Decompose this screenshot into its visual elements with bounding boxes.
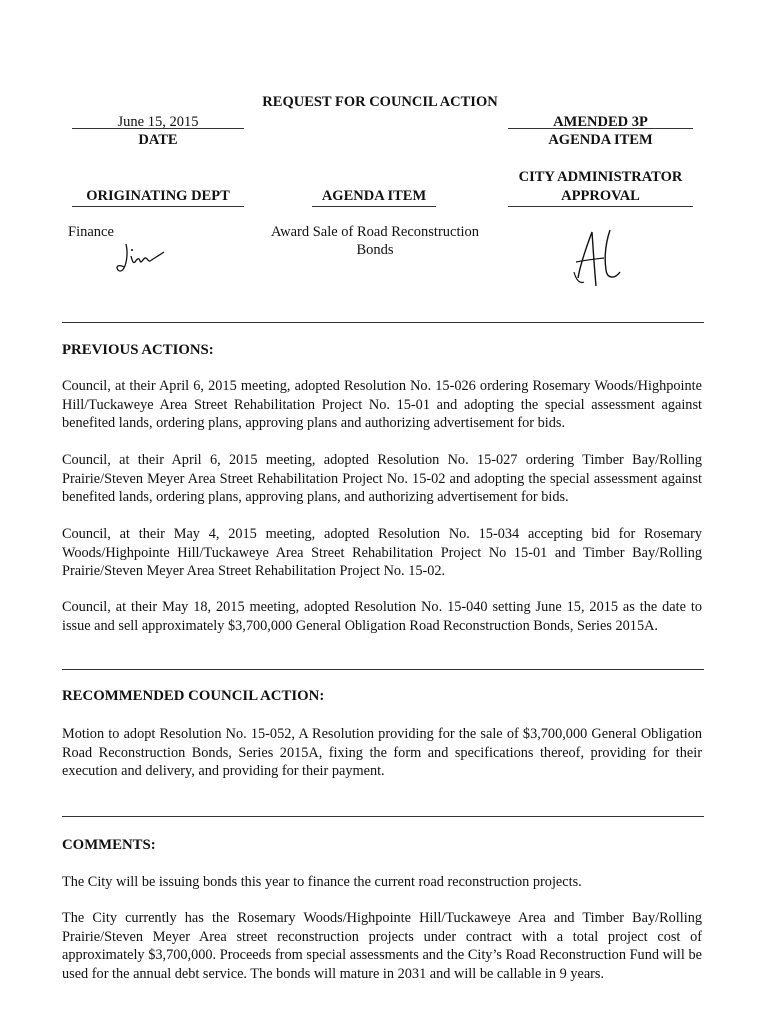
agenda-item-value: AMENDED 3P [553,114,648,130]
administrator-signature-icon [566,226,626,292]
agenda-item-desc-line2: Bonds [356,242,394,258]
previous-action-paragraph-1: Council, at their April 6, 2015 meeting, adopted Resolution No. 15-026 ordering Rosemary Woods/Highpointe Hill/Tuckaweye Area Street Rehabilitation Project No. 15-01 and adopting the special assessment against benefited lands, ordering plans, approving plans and authorizing advertisement for bids. [62,378,702,432]
agenda-item-label-top: AGENDA ITEM [548,132,653,148]
page-title: REQUEST FOR COUNCIL ACTION [262,94,498,110]
city-admin-label: CITY ADMINISTRATOR [518,169,683,185]
agenda-item-mid-rule [312,206,436,207]
approval-label: APPROVAL [561,188,640,204]
date-rule [72,128,244,129]
comments-paragraph-2: The City currently has the Rosemary Woods/Highpointe Hill/Tuckaweye Area and Timber Bay/Rolling Prairie/Steven Meyer Area street reconstruction projects under contract with a total project cost of approximately $3,700,000. Proceeds from special assessments and the City’s Road Reconstruction Fund will be used for the annual debt service. The bonds will mature in 2031 and will be callable in 9 years. [62,910,702,982]
section-divider [62,322,704,323]
previous-actions-heading: PREVIOUS ACTIONS: [62,342,214,358]
approval-rule [508,206,693,207]
finance-signature-icon [112,238,168,280]
previous-action-paragraph-2: Council, at their April 6, 2015 meeting, adopted Resolution No. 15-027 ordering Timber Bay/Rolling Prairie/Steven Meyer Area Street Rehabilitation Project No. 15-02 and adopting the special assessment against benefited lands, ordering plans, approving plans, and authorizing advertisement for bids. [62,452,702,506]
comments-heading: COMMENTS: [62,837,156,853]
agenda-item-desc-line1: Award Sale of Road Reconstruction [270,224,480,240]
comments-paragraph-1: The City will be issuing bonds this year to finance the current road reconstruction projects. [62,874,582,890]
previous-action-paragraph-3: Council, at their May 4, 2015 meeting, adopted Resolution No. 15-034 accepting bid for Rosemary Woods/Highpointe Hill/Tuckaweye Area Street Rehabilitation Project No 15-01 and Timber Bay/Rolling Prairie/Steven Meyer Area Street Rehabilitation Project No. 15-02. [62,526,702,580]
section-divider [62,816,704,817]
originating-dept-rule [72,206,244,207]
date-label: DATE [138,132,178,148]
previous-action-paragraph-4: Council, at their May 18, 2015 meeting, adopted Resolution No. 15-040 setting June 15, 2015 as the date to issue and sell approximately $3,700,000 General Obligation Road Reconstruction Bonds, Series 2015A. [62,599,702,634]
section-divider [62,669,704,670]
agenda-item-rule [508,128,693,129]
agenda-item-label-mid: AGENDA ITEM [321,188,427,204]
recommended-action-heading: RECOMMENDED COUNCIL ACTION: [62,688,325,704]
originating-dept-value: Finance [68,224,114,240]
originating-dept-label: ORIGINATING DEPT [86,188,230,204]
date-value: June 15, 2015 [117,114,199,130]
recommended-action-text: Motion to adopt Resolution No. 15-052, A Resolution providing for the sale of $3,700,000 General Obligation Road Reconstruction Bonds, Series 2015A, fixing the form and specifications thereof, providing for their execution and delivery, and providing for their payment. [62,726,702,780]
